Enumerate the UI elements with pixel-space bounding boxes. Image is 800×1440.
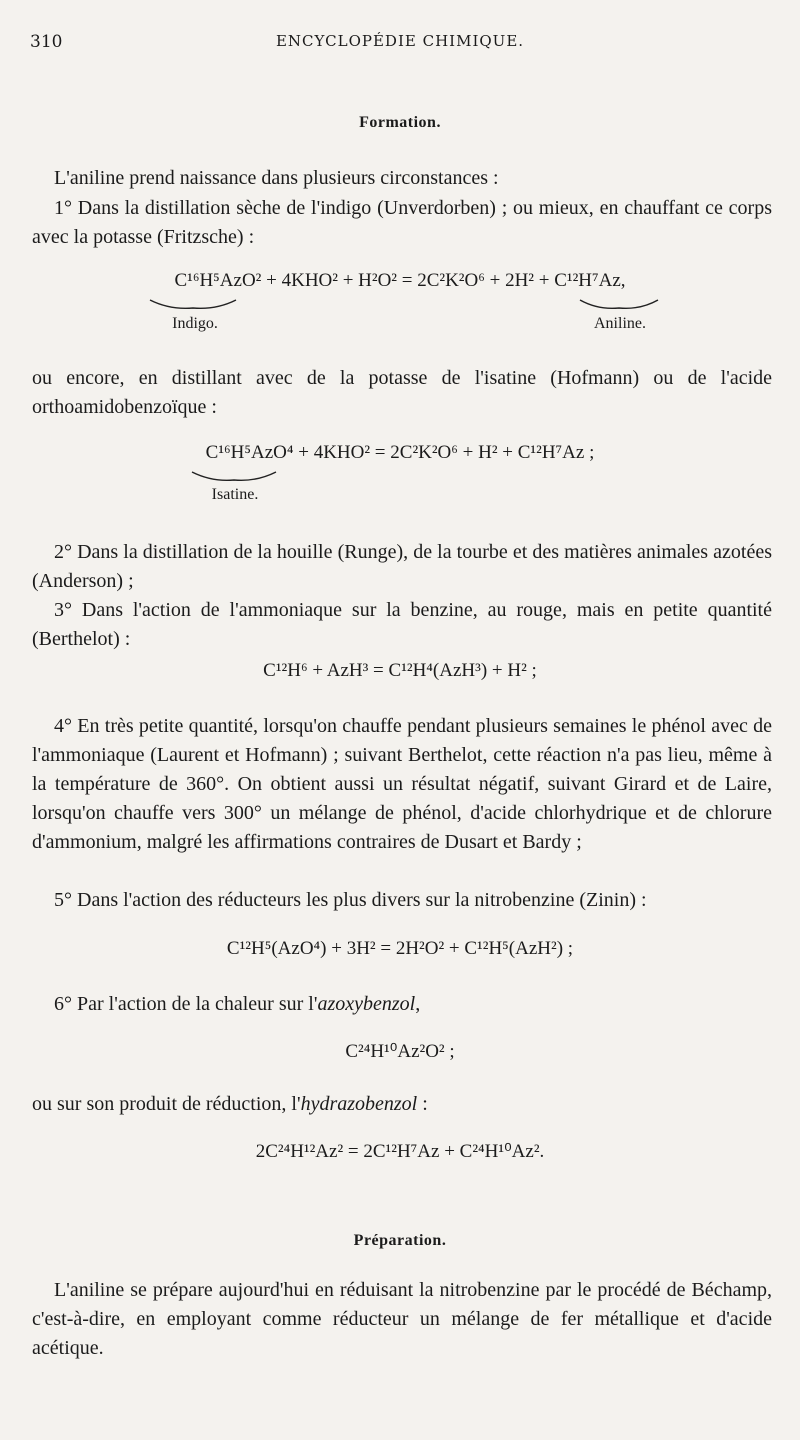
section-title-preparation: Préparation. — [353, 1232, 447, 1249]
label-isatine: Isatine. — [211, 486, 259, 503]
paragraph-item-6 — [32, 990, 772, 1019]
paragraph-item-5: 5° Dans l'action des réducteurs les plus divers sur la nitrobenzine (Zinin) : — [54, 889, 647, 911]
item-6-suffix: , — [415, 993, 421, 1015]
label-aniline: Aniline. — [594, 315, 646, 332]
paragraph-item-1: 1° Dans la distillation sèche de l'indigo (Unverdorben) ; ou mieux, en chauffant ce corps avec la potasse (Fritzsche) : — [32, 197, 772, 248]
running-head — [30, 32, 770, 54]
formula-nitrobenzine: C¹²H⁵(AzO⁴) + 3H² = 2H²O² + C¹²H⁵(AzH²) ; — [226, 938, 574, 959]
paragraph-item-4: 4° En très petite quantité, lorsqu'on chauffe pendant plusieurs semaines le phénol avec de l'ammoniaque (Laurent et Hofmann) ; suivant Berthelot, cette réaction n'a pas lieu, même à la température de 360°. On obtient aussi un résultat négatif, suivant Girard et de Laire, lorsqu'on chauffe vers 300° un mélange de phénol, d'acide chlorhydrique et de chlorure d'ammonium, malgré les affirmations contraires de Dusart et Bardy ; — [32, 715, 772, 853]
paragraph-item-2: 2° Dans la distillation de la houille (Runge), de la tourbe et des matières animales azotées (Anderson) ; — [32, 541, 772, 592]
item-6-prefix: 6° Par l'action de la chaleur sur l' — [54, 993, 318, 1015]
formula-indigo: C¹⁶H⁵AzO² + 4KHO² + H²O² = 2C²K²O⁶ + 2H² + C¹²H⁷Az, — [174, 270, 626, 291]
formula-benzine: C¹²H⁶ + AzH³ = C¹²H⁴(AzH³) + H² ; — [263, 660, 537, 681]
preparation-paragraph: L'aniline se prépare aujourd'hui en réduisant la nitrobenzine par le procédé de Béchamp, c'est-à-dire, en employant comme réducteur un mélange de fer métallique et d'acide acétique. — [32, 1279, 772, 1359]
running-title: ENCYCLOPÉDIE CHIMIQUE. — [275, 32, 525, 50]
brace-aniline — [578, 298, 660, 312]
paragraph-item-3: 3° Dans l'action de l'ammoniaque sur la benzine, au rouge, mais en petite quantité (Berthelot) : — [32, 599, 772, 650]
paragraph-item-6b — [32, 1090, 772, 1119]
label-indigo: Indigo. — [172, 315, 218, 332]
paragraph-item-1b: ou encore, en distillant avec de la potasse de l'isatine (Hofmann) ou de l'acide orthoamidobenzoïque : — [32, 367, 772, 418]
intro-paragraph: L'aniline prend naissance dans plusieurs circonstances : — [54, 167, 499, 189]
formula-hydrazobenzol: 2C²⁴H¹²Az² = 2C¹²H⁷Az + C²⁴H¹⁰Az². — [255, 1141, 545, 1162]
formula-azoxybenzol: C²⁴H¹⁰Az²O² ; — [345, 1041, 455, 1062]
item-6b-prefix: ou sur son produit de réduction, l' — [32, 1093, 301, 1115]
brace-isatine — [190, 470, 278, 484]
brace-indigo — [148, 298, 238, 312]
term-hydrazobenzol: hydrazobenzol — [300, 1093, 418, 1115]
section-title-formation: Formation. — [359, 114, 441, 131]
page-number: 310 — [30, 32, 63, 52]
formula-isatine: C¹⁶H⁵AzO⁴ + 4KHO² = 2C²K²O⁶ + H² + C¹²H⁷Az ; — [205, 442, 595, 463]
item-6b-suffix: : — [417, 1093, 428, 1115]
term-azoxybenzol: azoxybenzol — [317, 993, 416, 1015]
